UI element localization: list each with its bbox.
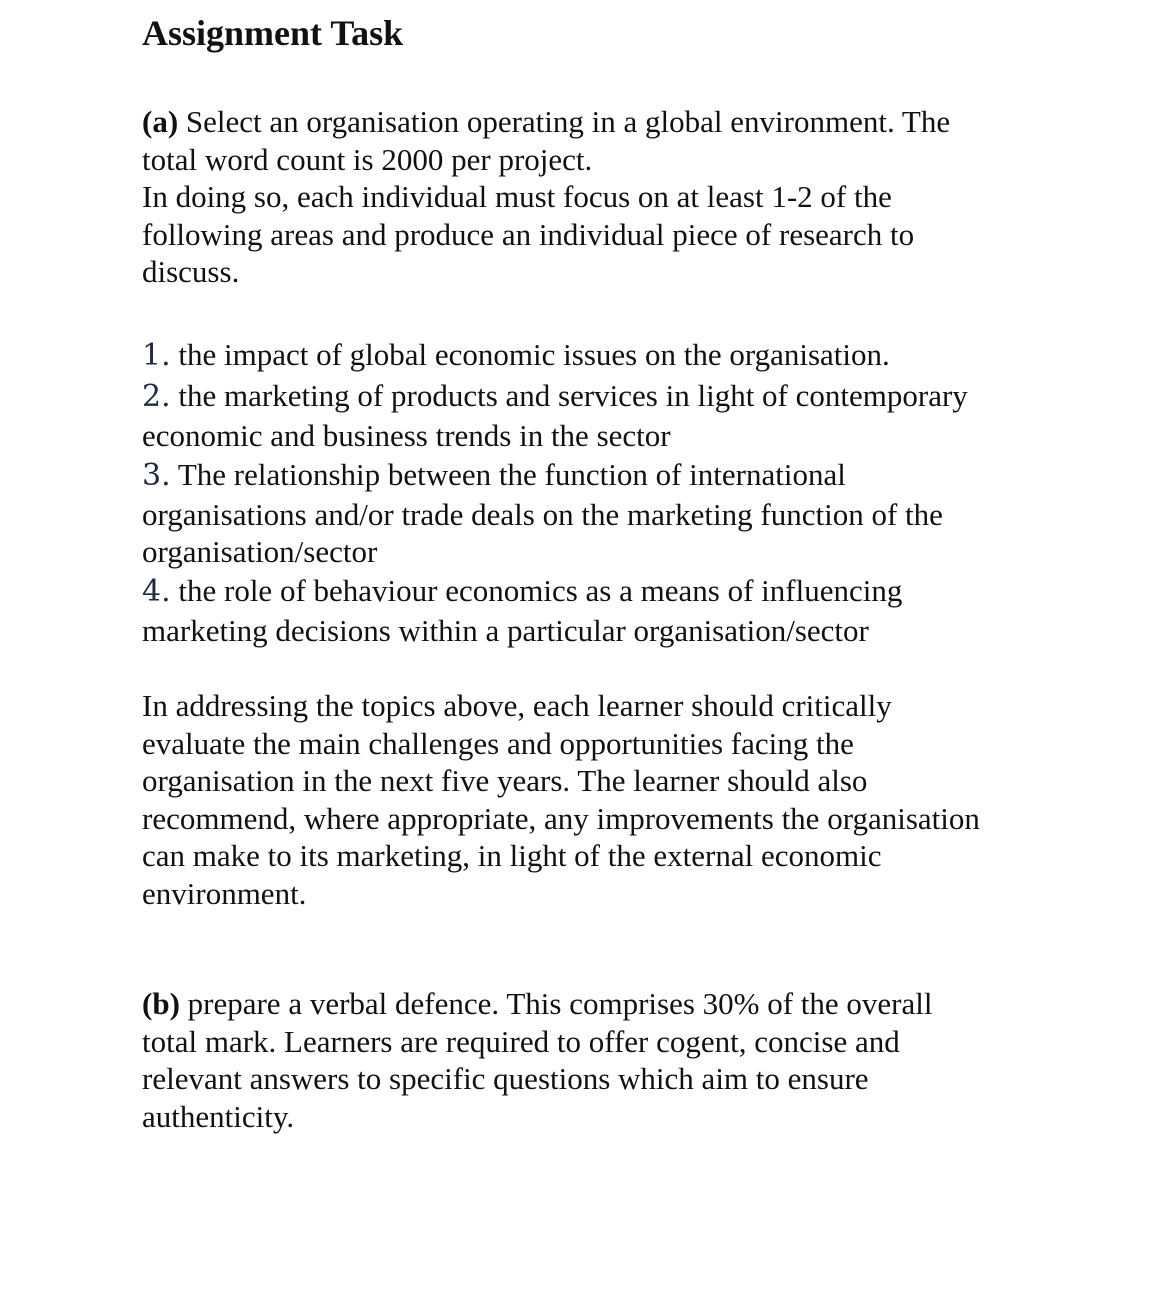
part-a-line: total word count is 2000 per project. — [142, 141, 593, 177]
part-a-line: discuss. — [142, 254, 240, 289]
list-item-line — [142, 455, 1042, 496]
part-a-line: following areas and produce an individual piece of research to — [142, 216, 915, 252]
list-item — [142, 571, 1042, 650]
list-item — [142, 335, 1042, 376]
list-item-line — [142, 376, 1042, 417]
addressing-line: evaluate the main challenges and opportunities facing the — [142, 725, 854, 761]
list-item — [142, 376, 1042, 455]
list-item-line: organisations and/or trade deals on the marketing function of the — [142, 496, 943, 532]
list-item-line: organisation/sector — [142, 534, 378, 569]
list-item-line: economic and business trends in the sector — [142, 418, 671, 453]
topics-list — [142, 335, 1042, 649]
list-item-line — [142, 335, 1042, 376]
part-b-line: authenticity. — [142, 1098, 295, 1134]
part-a-line — [142, 103, 1042, 141]
addressing-line: recommend, where appropriate, any improvements the organisation — [142, 800, 980, 836]
part-a-paragraph — [142, 103, 1042, 291]
page-title: Assignment Task — [142, 13, 404, 53]
part-b-paragraph — [142, 985, 1042, 1135]
list-item-text: The relationship between the function of international — [170, 456, 846, 492]
list-item-text: the impact of global economic issues on the organisation. — [170, 337, 890, 372]
addressing-line: organisation in the next five years. The learner should also — [142, 763, 868, 798]
list-item — [142, 455, 1042, 571]
addressing-line: In addressing the topics above, each learner should critically — [142, 688, 892, 723]
part-b-line: relevant answers to specific questions which aim to ensure — [142, 1061, 869, 1096]
list-item-line: marketing decisions within a particular organisation/sector — [142, 612, 869, 648]
part-b-label: (b) — [142, 986, 180, 1021]
list-item-number: 4. — [142, 573, 171, 609]
addressing-line: can make to its marketing, in light of the external economic — [142, 838, 882, 873]
part-b-line: total mark. Learners are required to offer cogent, concise and — [142, 1023, 900, 1059]
list-item-text: the marketing of products and services in light of contemporary — [170, 378, 968, 413]
list-item-line — [142, 571, 1042, 612]
list-item-text: the role of behaviour economics as a means of influencing — [170, 572, 903, 608]
part-a-text: Select an organisation operating in a global environment. The — [178, 104, 951, 139]
list-item-number: 1. — [142, 338, 171, 373]
part-b-text: prepare a verbal defence. This comprises 30% of the overall — [179, 986, 933, 1021]
part-a-line: In doing so, each individual must focus on at least 1-2 of the — [142, 179, 892, 214]
part-a-label: (a) — [142, 104, 179, 139]
list-item-number: 3. — [142, 457, 171, 493]
list-item-number: 2. — [142, 379, 171, 414]
part-b-line — [142, 985, 1042, 1023]
addressing-paragraph — [142, 687, 1042, 912]
addressing-line: environment. — [142, 875, 307, 911]
